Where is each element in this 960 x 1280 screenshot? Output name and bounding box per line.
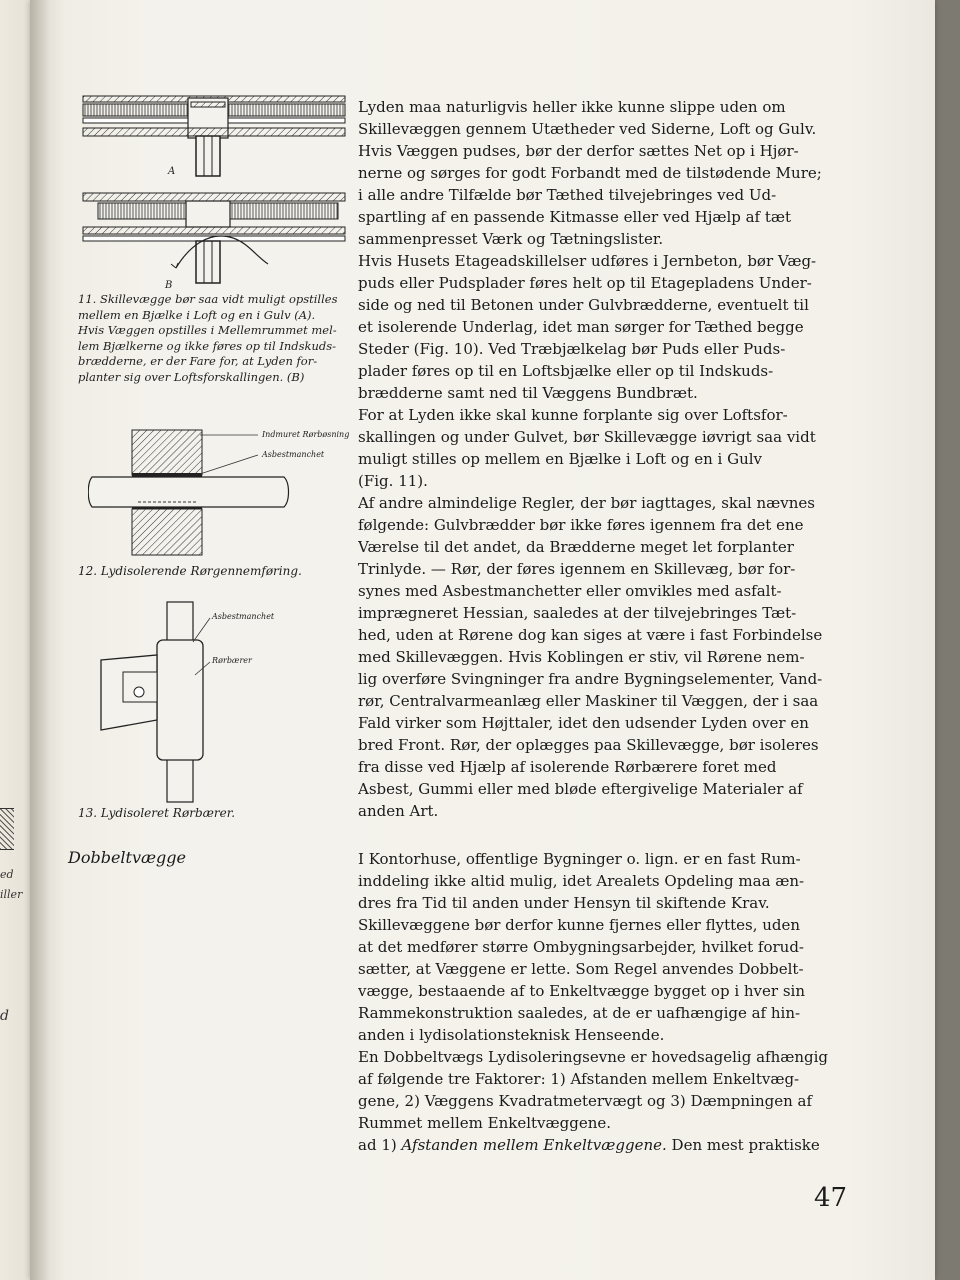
text-line: Af andre almindelige Regler, der bør iagttages, skal nævnes: [358, 494, 815, 512]
text-line: En Dobbeltvægs Lydisoleringsevne er hovedsagelig afhængig: [358, 1048, 829, 1066]
section-heading: Dobbeltvægge: [68, 848, 186, 867]
line-italic-term: Afstanden mellem Enkeltvæggene.: [401, 1136, 667, 1154]
text-line: Trinlyde. — Rør, der føres igennem en Skillevæg, bør for-: [358, 560, 796, 578]
text-line: brædderne samt ned til Væggens Bundbræt.: [358, 384, 698, 402]
text-line: hed, uden at Rørene dog kan siges at være i fast Forbindelse: [358, 626, 823, 644]
text-line: med Skillevæggen. Hvis Koblingen er stiv, vil Rørene nem-: [358, 648, 805, 666]
text-line: Skillevæggen gennem Utætheder ved Siderne, Loft og Gulv.: [358, 120, 817, 138]
text-line: anden Art.: [358, 802, 439, 820]
text-line: puds eller Pudsplader føres helt op til Etagepladens Under-: [358, 274, 812, 292]
figure-13-callout-bracket: Rørbærer: [212, 656, 252, 665]
caption-line: planter sig over Loftsforskallingen. (B): [78, 369, 305, 384]
text-line: sætter, at Væggene er lette. Som Regel anvendes Dobbelt-: [358, 960, 804, 978]
caption-line: 11. Skillevægge bør saa vidt muligt opstilles: [78, 292, 338, 306]
text-line: Rummet mellem Enkeltvæggene.: [358, 1114, 612, 1132]
text-line: Hvis Husets Etageadskillelser udføres i Jernbeton, bør Væg-: [358, 252, 817, 270]
facing-page-hatch: [0, 808, 14, 850]
text-line: Rammekonstruktion saaledes, at de er uafhængige af hin-: [358, 1004, 801, 1022]
figure-12-pipe-sleeve-diagram: [88, 425, 348, 560]
figure-12-callout-sleeve: Indmuret Rørbøsning: [262, 430, 350, 439]
text-line: følgende: Gulvbrædder bør ikke føres igennem fra det ene: [358, 516, 804, 534]
text-line: Steder (Fig. 10). Ved Træbjælkelag bør Puds eller Puds-: [358, 340, 786, 358]
facing-page-fragment: ed: [0, 868, 14, 881]
figure-13-caption: 13. Lydisoleret Rørbærer.: [78, 806, 236, 820]
text-line-last: [358, 1134, 850, 1156]
line-prefix: ad 1): [358, 1136, 402, 1154]
text-line: inddeling ikke altid mulig, idet Arealets Opdeling maa æn-: [358, 872, 805, 890]
text-line: nerne og sørges for godt Forbandt med de tilstødende Mure;: [358, 164, 822, 182]
page-number: 47: [814, 1183, 848, 1213]
figure-13-pipe-bracket-diagram: [95, 600, 335, 805]
figure-11-wall-diagram: [78, 88, 348, 288]
text-line: bred Front. Rør, der oplægges paa Skillevægge, bør isoleres: [358, 736, 819, 754]
figure-11-label-a: A: [168, 166, 176, 177]
page-gutter: [30, 0, 50, 1280]
variant-b-drawing: [83, 193, 345, 283]
variant-a-drawing: [83, 96, 345, 176]
text-line: plader føres op til en Loftsbjælke eller op til Indskuds-: [358, 362, 774, 380]
caption-line: lem Bjælkerne og ikke føres op til Indskuds-: [78, 338, 337, 353]
figure-12-caption: 12. Lydisolerende Rørgennemføring.: [78, 564, 302, 578]
caption-line: mellem en Bjælke i Loft og en i Gulv (A).: [78, 307, 316, 322]
text-line: Skillevæggene bør derfor kunne fjernes eller flyttes, uden: [358, 916, 801, 934]
text-line: vægge, bestaaende af to Enkeltvægge bygget op i hver sin: [358, 982, 806, 1000]
text-line: fra disse ved Hjælp af isolerende Rørbærere foret med: [358, 758, 777, 776]
text-line: anden i lydisolationsteknisk Henseende.: [358, 1026, 665, 1044]
body-text-column-2: [358, 848, 850, 1156]
text-line: et isolerende Underlag, idet man sørger for Tæthed begge: [358, 318, 804, 336]
text-line: muligt stilles op mellem en Bjælke i Loft og en i Gulv: [358, 450, 763, 468]
facing-page-fragment: iller: [0, 888, 23, 901]
figure-11-caption: [78, 292, 348, 385]
caption-line: Hvis Væggen opstilles i Mellemrummet mel-: [78, 323, 337, 337]
figure-12-callout-asbestos: Asbestmanchet: [262, 450, 325, 459]
text-line: side og ned til Betonen under Gulvbrædderne, eventuelt til: [358, 296, 809, 314]
text-line: dres fra Tid til anden under Hensyn til skiftende Krav.: [358, 894, 770, 912]
text-line: at det medfører større Ombygningsarbejder, hvilket forud-: [358, 938, 805, 956]
text-line: Værelse til det andet, da Brædderne meget let forplanter: [358, 538, 794, 556]
text-line: Lyden maa naturligvis heller ikke kunne slippe uden om: [358, 98, 786, 116]
figure-11-label-b: B: [165, 280, 173, 291]
figure-13-callout-asbestos: Asbestmanchet: [212, 612, 275, 621]
text-line: spartling af en passende Kitmasse eller ved Hjælp af tæt: [358, 208, 792, 226]
line-suffix: Den mest praktiske: [666, 1136, 820, 1154]
text-line: Asbest, Gummi eller med bløde eftergivelige Materialer af: [358, 780, 803, 798]
text-line: (Fig. 11).: [358, 472, 428, 490]
facing-page-fragment: d: [0, 1008, 9, 1024]
text-line: sammenpresset Værk og Tætningslister.: [358, 230, 664, 248]
text-line: For at Lyden ikke skal kunne forplante sig over Loftsfor-: [358, 406, 788, 424]
text-line: rør, Centralvarmeanlæg eller Maskiner til Væggen, der i saa: [358, 692, 819, 710]
text-line: af følgende tre Faktorer: 1) Afstanden mellem Enkeltvæg-: [358, 1070, 800, 1088]
text-line: Hvis Væggen pudses, bør der derfor sættes Net op i Hjør-: [358, 142, 799, 160]
text-line: skallingen og under Gulvet, bør Skillevægge iøvrigt saa vidt: [358, 428, 816, 446]
body-text-column-1: [358, 96, 850, 822]
text-line: lig overføre Svingninger fra andre Bygningselementer, Vand-: [358, 670, 823, 688]
text-line: gene, 2) Væggens Kvadratmetervægt og 3) Dæmpningen af: [358, 1092, 813, 1110]
text-line: i alle andre Tilfælde bør Tæthed tilvejebringes ved Ud-: [358, 186, 777, 204]
text-line: Fald virker som Højttaler, idet den udsender Lyden over en: [358, 714, 809, 732]
caption-line: brædderne, er der Fare for, at Lyden for-: [78, 354, 318, 368]
text-line: imprægneret Hessian, saaledes at der tilvejebringes Tæt-: [358, 604, 797, 622]
text-line: synes med Asbestmanchetter eller omvikles med asfalt-: [358, 582, 782, 600]
text-line: I Kontorhuse, offentlige Bygninger o. lign. er en fast Rum-: [358, 850, 801, 868]
